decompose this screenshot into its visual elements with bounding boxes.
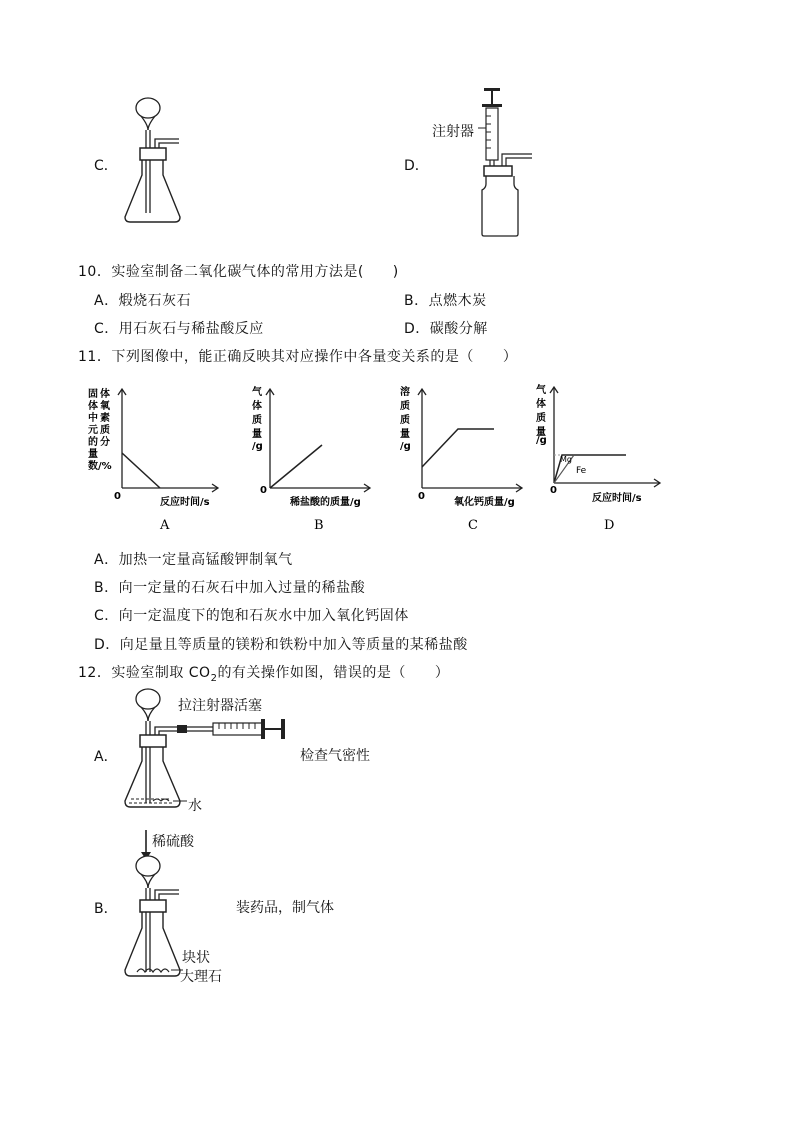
- q12-water-label: 水: [188, 798, 202, 814]
- svg-text:量: 量: [400, 429, 410, 440]
- svg-text:的: 的: [88, 437, 98, 448]
- svg-text:反应时间/s: 反应时间/s: [160, 497, 210, 508]
- graph-b: [230, 383, 380, 533]
- svg-text:0: 0: [550, 485, 557, 496]
- q11-option-b[interactable]: B．向一定量的石灰石中加入过量的稀盐酸: [94, 580, 366, 596]
- q12-option-b-label: B．: [94, 901, 118, 917]
- svg-text:氧: 氧: [100, 401, 110, 412]
- q10-option-d[interactable]: D．碳酸分解: [404, 321, 488, 337]
- q11-option-a[interactable]: A．加热一定量高锰酸钾制氧气: [94, 552, 293, 568]
- svg-text:质: 质: [400, 415, 410, 426]
- q10-option-a[interactable]: A．煅烧石灰石: [94, 293, 192, 309]
- marble-label-line1: 块状: [182, 950, 210, 966]
- svg-text:素: 素: [100, 413, 110, 424]
- q10-option-b[interactable]: B．点燃木炭: [404, 293, 487, 309]
- graph-d-letter: D: [604, 518, 615, 533]
- q11-option-d[interactable]: D．向足量且等质量的镁粉和铁粉中加入等质量的某稀盐酸: [94, 637, 468, 653]
- svg-text:体: 体: [100, 389, 110, 400]
- svg-text:0: 0: [114, 491, 121, 502]
- svg-text:/%: /%: [98, 461, 112, 472]
- svg-text:数: 数: [88, 461, 98, 472]
- q11-stem: 11．下列图像中，能正确反映其对应操作中各量变关系的是（ ）: [78, 349, 518, 365]
- svg-text:中: 中: [88, 413, 98, 424]
- svg-text:体: 体: [252, 401, 262, 412]
- svg-text:分: 分: [100, 437, 110, 448]
- graph-d-ylabel: [536, 383, 547, 446]
- svg-text:元: 元: [88, 425, 98, 436]
- svg-text:反应时间/s: 反应时间/s: [592, 493, 642, 504]
- graph-a: [82, 383, 232, 533]
- graph-b-letter: B: [314, 518, 324, 533]
- acid-label: 稀硫酸: [152, 834, 194, 850]
- graph-c: [382, 383, 532, 533]
- q9-option-c-flask: [115, 95, 195, 225]
- graph-d: [520, 383, 670, 533]
- q12-pull-syringe-label: 拉注射器活塞: [178, 698, 262, 714]
- q12-option-b-caption: 装药品，制气体: [236, 900, 334, 916]
- svg-text:质: 质: [252, 415, 262, 426]
- q9-option-d-bottle: [472, 84, 552, 244]
- svg-text:质: 质: [400, 401, 410, 412]
- svg-text:0: 0: [260, 485, 267, 496]
- q10-stem: 10．实验室制备二氧化碳气体的常用方法是( ): [78, 264, 399, 280]
- marble-label-line2: 大理石: [180, 969, 222, 985]
- q12-option-a-caption: 检查气密性: [300, 748, 370, 764]
- svg-text:质: 质: [100, 425, 110, 436]
- svg-text:质: 质: [536, 413, 546, 424]
- svg-text:量: 量: [536, 427, 546, 438]
- svg-text:量: 量: [88, 449, 98, 460]
- q12-option-b-apparatus: [115, 852, 215, 982]
- svg-text:0: 0: [418, 491, 425, 502]
- svg-text:体: 体: [536, 399, 546, 410]
- graph-d-series-mg: Mg: [560, 455, 572, 464]
- graph-a-ylabel: [88, 387, 112, 472]
- q12-stem: 12．实验室制取 $CO_2$的有关操作如图，错误的是（ ）: [78, 665, 450, 684]
- svg-text:氧化钙质量/g: 氧化钙质量/g: [454, 497, 515, 508]
- graph-c-ylabel: [400, 385, 411, 452]
- q12-option-a-apparatus: [115, 685, 295, 815]
- svg-text:体: 体: [88, 401, 98, 412]
- svg-text:气: 气: [536, 385, 546, 396]
- syringe-label: 注射器: [432, 124, 474, 140]
- q9-option-c-label: C．: [94, 158, 118, 174]
- graph-c-line: [422, 429, 494, 467]
- q9-option-d-label: D．: [404, 158, 429, 174]
- svg-text:量: 量: [252, 429, 262, 440]
- svg-text:稀盐酸的质量/g: 稀盐酸的质量/g: [290, 497, 361, 508]
- svg-text:/g: /g: [536, 435, 547, 446]
- svg-text:溶: 溶: [400, 387, 410, 398]
- q11-option-c[interactable]: C．向一定温度下的饱和石灰水中加入氧化钙固体: [94, 608, 409, 624]
- q12-option-a-label: A．: [94, 749, 118, 765]
- svg-text:气: 气: [252, 387, 262, 398]
- svg-text:/g: /g: [400, 441, 411, 452]
- graph-a-line: [122, 453, 160, 488]
- graph-b-line: [270, 445, 322, 488]
- svg-text:/g: /g: [252, 441, 263, 452]
- svg-text:固: 固: [88, 389, 98, 400]
- graph-a-letter: A: [160, 518, 170, 533]
- graph-d-series-fe: Fe: [576, 466, 587, 476]
- graph-c-letter: C: [468, 518, 478, 533]
- q10-option-c[interactable]: C．用石灰石与稀盐酸反应: [94, 321, 264, 337]
- graph-b-ylabel: [252, 385, 263, 452]
